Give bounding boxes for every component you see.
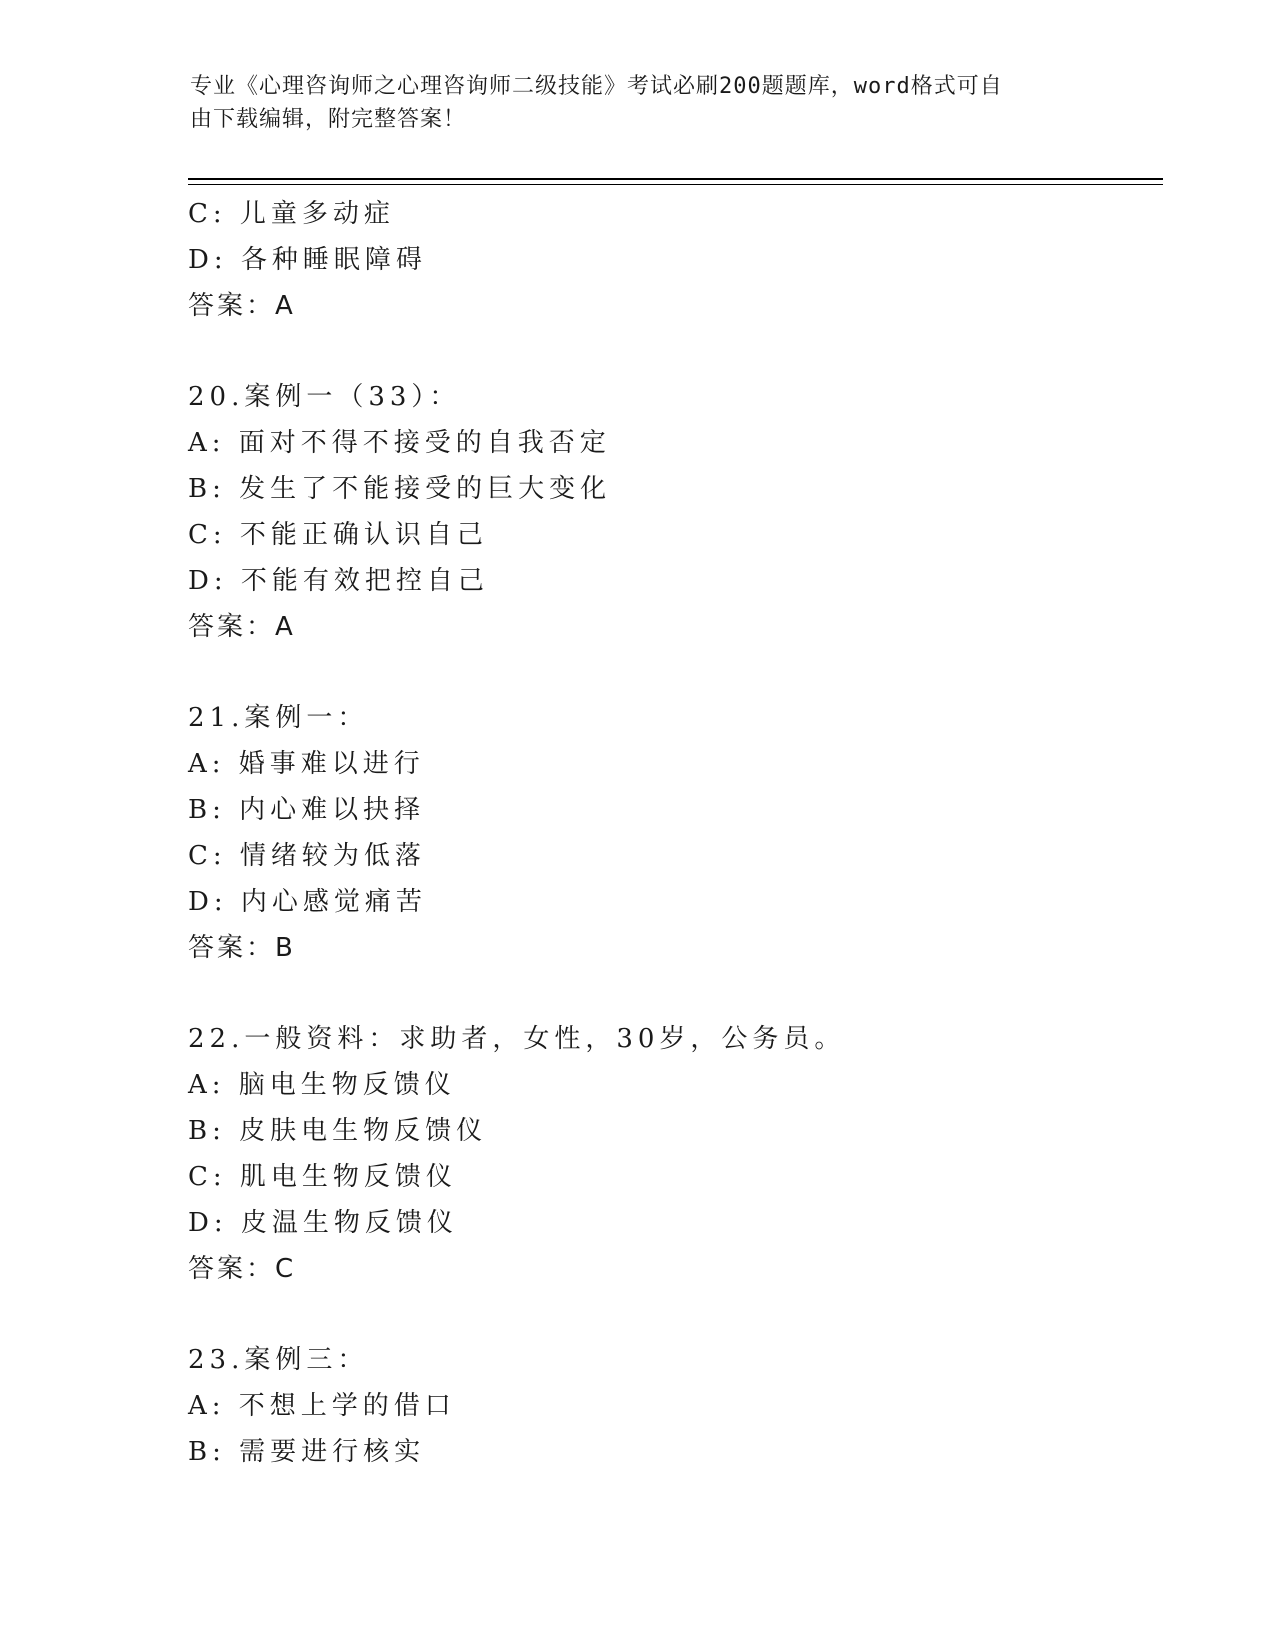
option-b: B: 内心难以抉择 bbox=[188, 795, 426, 825]
question-title: 22.一般资料：求助者，女性，30岁，公务员。 bbox=[188, 1024, 846, 1054]
option-a: A: 脑电生物反馈仪 bbox=[188, 1070, 456, 1100]
question-list bbox=[188, 191, 1163, 1475]
option-d: D: 不能有效把控自己 bbox=[188, 566, 489, 596]
answer-line: 答案：C bbox=[188, 1254, 297, 1284]
option-d: D: 内心感觉痛苦 bbox=[188, 887, 427, 917]
header-line-1: 专业《心理咨询师之心理咨询师二级技能》考试必刷200题题库，word格式可自 bbox=[190, 74, 1003, 99]
option-b: B: 皮肤电生物反馈仪 bbox=[188, 1116, 488, 1146]
option-b: B: 需要进行核实 bbox=[188, 1437, 426, 1467]
question-23 bbox=[188, 1337, 1163, 1475]
question-20 bbox=[188, 374, 1163, 650]
question-title: 20.案例一（33）： bbox=[188, 382, 461, 412]
option-c: C: 肌电生物反馈仪 bbox=[188, 1162, 457, 1192]
question-title: 23.案例三： bbox=[188, 1345, 369, 1375]
answer-line: 答案：A bbox=[188, 291, 296, 321]
header-rule-thin bbox=[188, 184, 1163, 185]
answer-line: 答案：B bbox=[188, 933, 296, 963]
option-d: D: 各种睡眠障碍 bbox=[188, 245, 427, 275]
question-title: 21.案例一： bbox=[188, 703, 369, 733]
option-c: C: 情绪较为低落 bbox=[188, 841, 426, 871]
option-c: C: 儿童多动症 bbox=[188, 199, 395, 229]
option-a: A: 不想上学的借口 bbox=[188, 1391, 456, 1421]
question-21 bbox=[188, 695, 1163, 971]
option-b: B: 发生了不能接受的巨大变化 bbox=[188, 474, 612, 504]
option-d: D: 皮温生物反馈仪 bbox=[188, 1208, 458, 1238]
header-rule-thick bbox=[188, 178, 1163, 180]
question-22 bbox=[188, 1016, 1163, 1292]
option-c: C: 不能正确认识自己 bbox=[188, 520, 488, 550]
header-line-2: 由下载编辑，附完整答案！ bbox=[190, 107, 467, 132]
question-fragment bbox=[188, 191, 1163, 329]
option-a: A: 婚事难以进行 bbox=[188, 749, 425, 779]
document-header bbox=[190, 70, 1090, 136]
answer-line: 答案：A bbox=[188, 612, 296, 642]
option-a: A: 面对不得不接受的自我否定 bbox=[188, 428, 611, 458]
